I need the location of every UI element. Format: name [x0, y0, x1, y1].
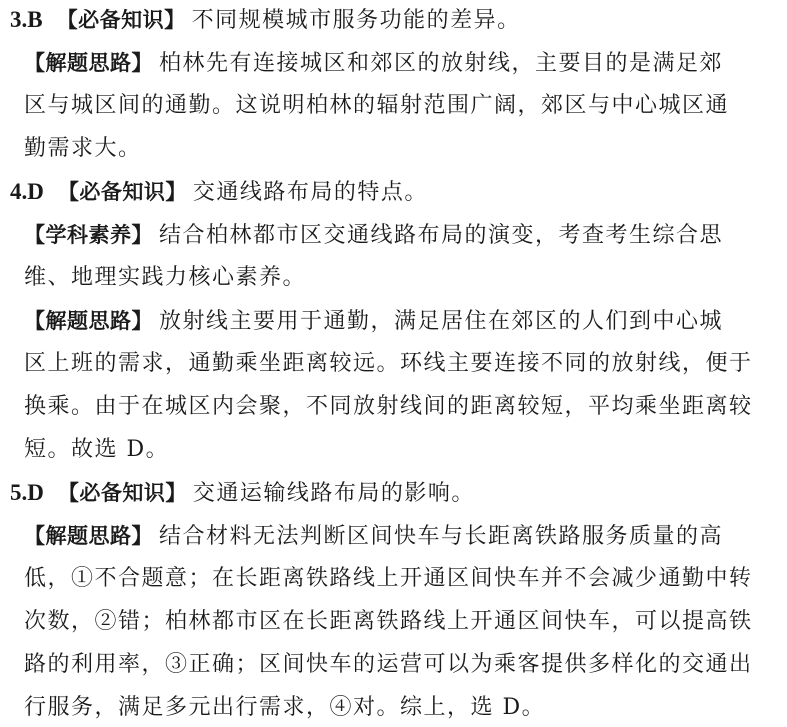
q5-approach-line-5: 行服务，满足多元出行需求，④对。综上，选 D。 [24, 695, 546, 720]
q5-approach-tag: 【解题思路】 [24, 524, 153, 548]
q3-approach-line-2: 区与城区间的通勤。这说明柏林的辐射范围广阔，郊区与中心城区通 [24, 93, 730, 118]
q5-number: 5. [10, 480, 28, 505]
q4-approach-line-3: 换乘。由于在城区内会聚，不同放射线间的距离较短，平均乘坐距离较 [24, 394, 753, 419]
q3-approach-line-3: 勤需求大。 [24, 136, 142, 161]
q4-approach-tag: 【解题思路】 [24, 309, 153, 333]
q4-header [10, 178, 428, 207]
q5-approach-line-2: 低，①不合题意；在长距离铁路线上开通区间快车并不会减少通勤中转 [24, 566, 753, 591]
q3-answer: B [27, 7, 43, 32]
q5-answer: D [27, 480, 44, 505]
q3-number: 3. [10, 7, 28, 32]
q5-header [10, 479, 475, 508]
q4-literacy-line-1: 【学科素养】 结合柏林都市区交通线路布局的演变，考查考生综合思 [24, 223, 724, 248]
q4-literacy-line-2: 维、地理实践力核心素养。 [24, 265, 307, 290]
q3-knowledge-tag: 【必备知识】 [56, 8, 186, 32]
q4-approach-line-4: 短。故选 D。 [24, 437, 170, 462]
q5-knowledge-text: 交通运输线路布局的影响。 [192, 481, 475, 506]
q5-approach-line-4: 路的利用率，③正确；区间快车的运营可以为乘客提供多样化的交通出 [24, 652, 753, 677]
q4-approach-line-2: 区上班的需求，通勤乘坐距离较远。环线主要连接不同的放射线，便于 [24, 351, 753, 376]
q4-knowledge-tag: 【必备知识】 [57, 180, 187, 204]
q5-approach-line-1: 【解题思路】 结合材料无法判断区间快车与长距离铁路服务质量的高 [24, 524, 724, 549]
q5-approach-line-3: 次数，②错；柏林都市区在长距离铁路线上开通区间快车，可以提高铁 [24, 609, 753, 634]
q3-approach-line-1: 【解题思路】 柏林先有连接城区和郊区的放射线，主要目的是满足郊 [24, 51, 724, 76]
q5-knowledge-tag: 【必备知识】 [57, 481, 187, 505]
q3-knowledge-text: 不同规模城市服务功能的差异。 [191, 8, 521, 33]
q4-literacy-tag: 【学科素养】 [24, 223, 153, 247]
q4-answer: D [27, 179, 44, 204]
q4-knowledge-text: 交通线路布局的特点。 [192, 180, 428, 205]
q4-number: 4. [10, 179, 28, 204]
q3-header [10, 6, 521, 35]
q3-approach-tag: 【解题思路】 [24, 51, 153, 75]
q4-approach-line-1: 【解题思路】 放射线主要用于通勤，满足居住在郊区的人们到中心城 [24, 309, 724, 334]
